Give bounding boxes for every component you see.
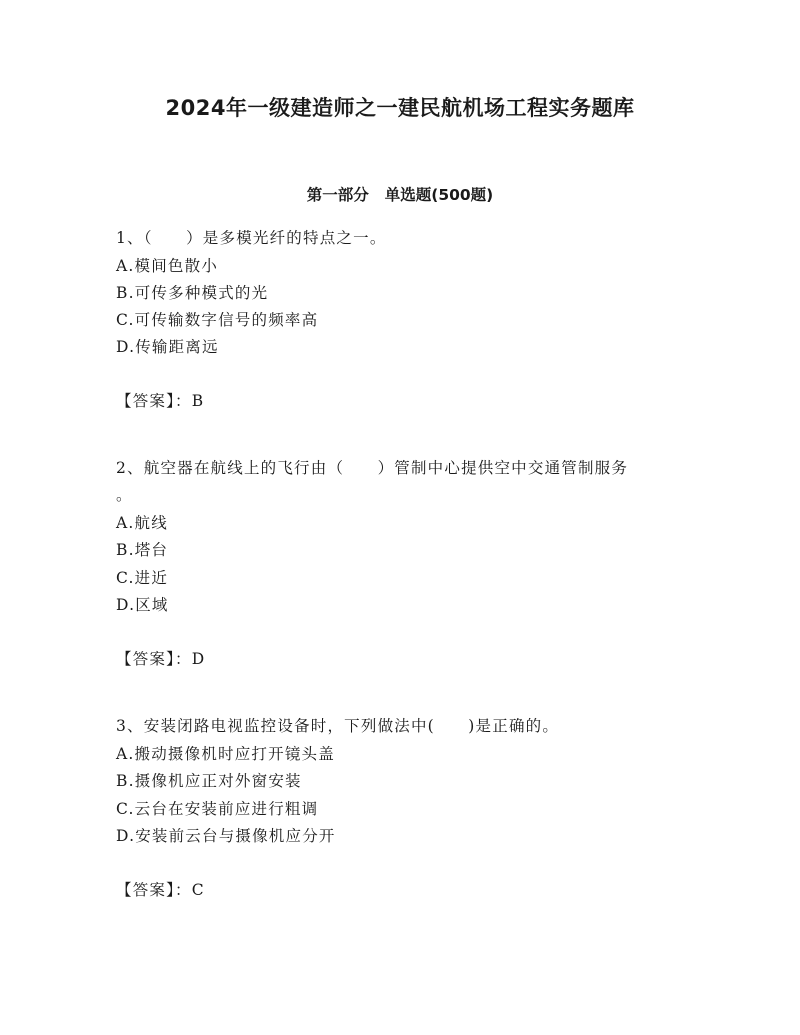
question-3-stem: 3、安装闭路电视监控设备时，下列做法中( )是正确的。 xyxy=(116,717,560,735)
question-1-answer xyxy=(116,389,204,411)
answer-label: 【答案】： xyxy=(116,650,192,668)
question-2-option-d: D.区域 xyxy=(116,596,169,614)
question-3-option-c: C.云台在安装前应进行粗调 xyxy=(116,800,319,818)
question-2-option-b: B.塔台 xyxy=(116,541,169,559)
question-1-option-d: D.传输距离远 xyxy=(116,338,219,356)
question-2-option-a: A.航线 xyxy=(116,514,168,532)
answer-value: B xyxy=(191,392,205,410)
section-name: 第一部分 xyxy=(306,186,369,204)
question-3-option-b: B.摄像机应正对外窗安装 xyxy=(116,772,302,790)
question-2-answer xyxy=(116,647,205,669)
section-type: 单选题(500题) xyxy=(384,186,494,204)
document-title: 2024年一级建造师之一建民航机场工程实务题库 xyxy=(165,96,635,120)
question-3-answer xyxy=(116,878,205,900)
question-1-option-c: C.可传输数字信号的频率高 xyxy=(116,311,319,329)
question-3-option-d: D.安装前云台与摄像机应分开 xyxy=(116,827,336,845)
question-3-option-a: A.搬动摄像机时应打开镜头盖 xyxy=(116,745,335,763)
question-1-stem: 1、（ ）是多模光纤的特点之一。 xyxy=(116,229,387,247)
answer-value: C xyxy=(191,881,205,899)
question-2-option-c: C.进近 xyxy=(116,569,169,587)
answer-label: 【答案】： xyxy=(116,881,192,899)
answer-value: D xyxy=(191,650,206,668)
section-heading xyxy=(0,183,800,205)
question-1-option-a: A.模间色散小 xyxy=(116,257,219,275)
answer-label: 【答案】： xyxy=(116,392,192,410)
question-1-option-b: B.可传多种模式的光 xyxy=(116,284,269,302)
question-2-stem-continuation: 。 xyxy=(116,486,133,504)
question-2-stem: 2、航空器在航线上的飞行由（ ）管制中心提供空中交通管制服务 xyxy=(116,459,629,477)
